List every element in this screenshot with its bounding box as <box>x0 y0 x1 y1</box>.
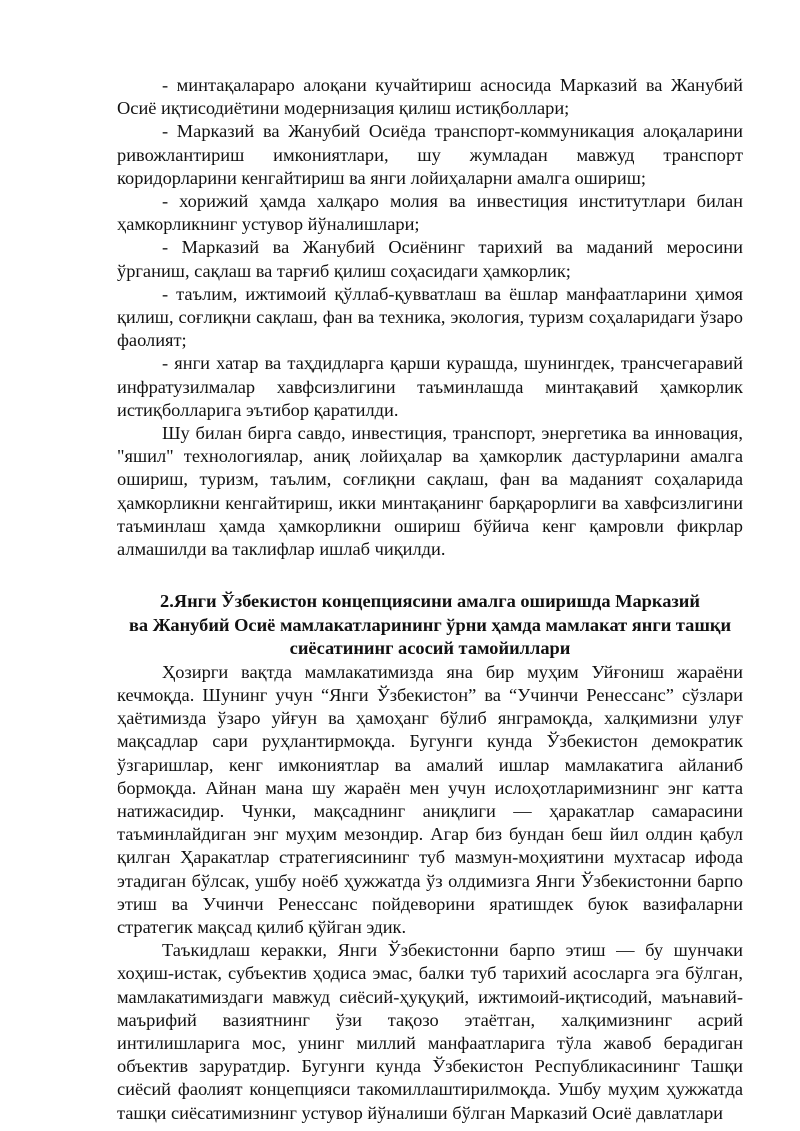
section-heading <box>117 590 743 661</box>
bullet-item: - Марказий ва Жанубий Осиёнинг тарихий ва маданий меросини ўрганиш, сақлаш ва тарғиб қилиш соҳасидаги ҳамкорлик; <box>117 237 743 281</box>
document-page <box>117 74 743 1125</box>
body-paragraph: Ҳозирги вақтда мамлакатимизда яна бир муҳим Уйғониш жараёни кечмоқда. Шунинг учун “Янги Ўзбекистон” ва “Учинчи Ренессанс” сўзлари ҳаётимизда ўзаро уйғун ва ҳамоҳанг бўлиб янграмоқда, халқимизни улуғ мақсадлар сари руҳлантирмоқда. Бугунги кунда Ўзбекистон демократик ўзгаришлар, кенг имкониятлар ва амалий ишлар мамлакатига айланиб бормоқда. Айнан мана шу жараён мен учун ислоҳотларимизнинг энг катта натижасидир. Чунки, мақсаднинг аниқлиги — ҳаракатлар самарасини таъминлайдиган энг муҳим мезондир. Агар биз бундан беш йил олдин қабул қилган Ҳаракатлар стратегиясининг туб мазмун-моҳиятини мухтасар ифода этадиган бўлсак, ушбу ноёб ҳужжатда ўз олдимизга Янги Ўзбекистонни барпо этиш ва Учинчи Ренессанс пойдеворини яратишдек буюк вазифаларни стратегик мақсад қилиб қўйган эдик. <box>117 661 743 937</box>
bullet-item: - Марказий ва Жанубий Осиёда транспорт-коммуникация алоқаларини ривожлантириш имкониятлари, шу жумладан мавжуд транспорт коридорларини кенгайтириш ва янги лойиҳаларни амалга ошириш; <box>117 121 743 188</box>
bullet-item: - янги хатар ва таҳдидларга қарши курашда, шунингдек, трансчегаравий инфратузилмалар хавфсизлигини таъминлашда минтақавий ҳамкорлик истиқболларига эътибор қаратилди. <box>117 353 743 420</box>
summary-paragraph: Шу билан бирга савдо, инвестиция, транспорт, энергетика ва инновация, "яшил" технологиялар, аниқ лойиҳалар ва ҳамкорлик дастурларини амалга ошириш, туризм, таълим, соғлиқни сақлаш, фан ва маданият соҳаларида ҳамкорликни кенгайтириш, икки минтақанинг барқарорлиги ва хавфсизлигини таъминлаш ҳамда ҳамкорликни ошириш бўйича кенг қамровли фикрлар алмашилди ва таклифлар ишлаб чиқилди. <box>117 423 743 560</box>
bullet-item: - минтақалараро алоқани кучайтириш асносида Марказий ва Жанубий Осиё иқтисодиётини модернизация қилиш истиқболлари; <box>117 75 743 119</box>
bullet-item: - хорижий ҳамда халқаро молия ва инвестиция институтлари билан ҳамкорликнинг устувор йўналишлари; <box>117 191 743 235</box>
section-heading-line: 2.Янги Ўзбекистон концепциясини амалга оширишда Марказий <box>160 591 700 612</box>
section-heading-line: сиёсатининг асосий тамойиллари <box>289 638 571 659</box>
section-heading-line: ва Жанубий Осиё мамлакатларининг ўрни ҳамда мамлакат янги ташқи <box>128 614 732 635</box>
body-paragraph: Таъкидлаш керакки, Янги Ўзбекистонни барпо этиш — бу шунчаки хоҳиш-истак, субъектив ҳодиса эмас, балки туб тарихий асосларга эга бўлган, мамлакатимиздаги мавжуд сиёсий-ҳуқуқий, ижтимоий-иқтисодий, маънавий-маърифий вазиятнинг ўзи тақозо этаётган, халқимизнинг асрий интилишларига мос, унинг миллий манфаатларига тўла жавоб берадиган объектив заруратдир. Бугунги кунда Ўзбекистон Республикасининг Ташқи сиёсий фаолият концепцияси такомиллаштирилмоқда. Ушбу муҳим ҳужжатда ташқи сиёсатимизнинг устувор йўналиши бўлган Марказий Осиё давлатлари <box>117 940 743 1123</box>
bullet-item: - таълим, ижтимоий қўллаб-қувватлаш ва ёшлар манфаатларини ҳимоя қилиш, соғлиқни сақлаш, фан ва техника, экология, туризм соҳаларидаги ўзаро фаолият; <box>117 283 743 351</box>
